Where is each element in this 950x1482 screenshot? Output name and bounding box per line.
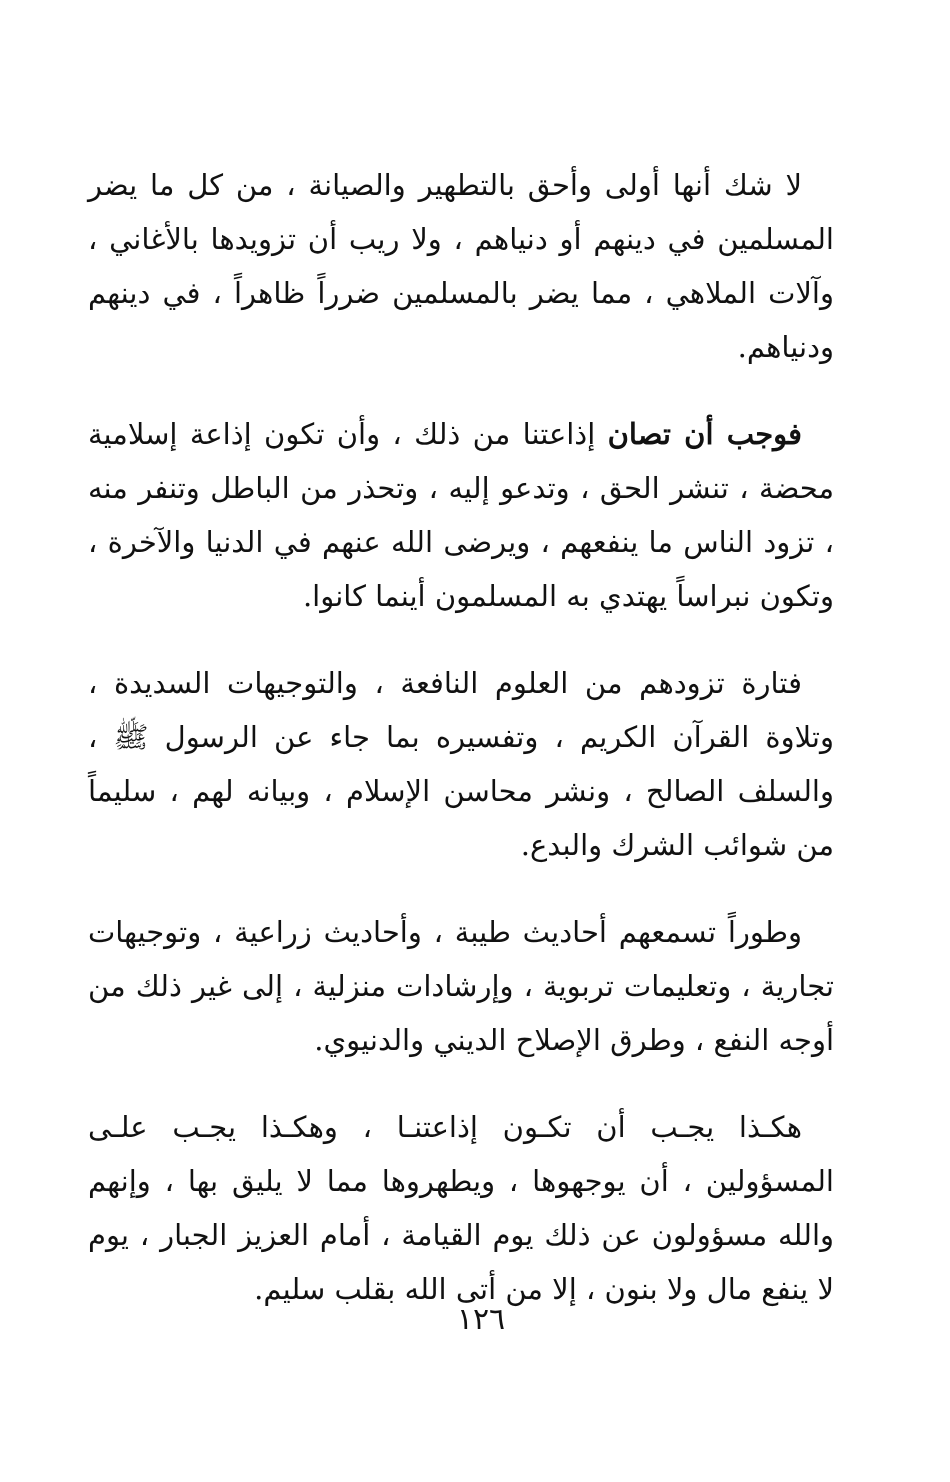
paragraph-2-text: إذاعتنا من ذلك ، وأن تكون إذاعة إسلامية محضة ، تنشر الحق ، وتدعو إليه ، وتحذر من الباطل وتنفر منه ، تزود الناس ما ينفعهم ، ويرضى الله عنهم في الدنيا والآخرة ، وتكون نبراساً يهتدي به المسلمون أينما كانوا. (88, 417, 834, 613)
paragraph-4-text: وطوراً تسمعهم أحاديث طيبة ، وأحاديث زراعية ، وتوجيهات تجارية ، وتعليمات تربوية ، وإرشادات منزلية ، إلى غير ذلك من أوجه النفع ، وطرق الإصلاح الديني والدنيوي. (88, 915, 834, 1057)
paragraph-2 (88, 407, 834, 623)
paragraph-5 (88, 1100, 834, 1316)
paragraph-1-text: لا شك أنها أولى وأحق بالتطهير والصيانة ، من كل ما يضر المسلمين في دينهم أو دنياهم ، ولا ريب أن تزويدها بالأغاني ، وآلات الملاهي ، مما يضر بالمسلمين ضرراً ظاهراً ، في دينهم ودنياهم. (88, 168, 834, 364)
paragraph-5-text: هكـذا يجـب أن تكـون إذاعتنـا ، وهكـذا يجـب علـى المسؤولين ، أن يوجهوها ، ويطهروها مما لا يليق بها ، وإنهم والله مسؤولون عن ذلك يوم القيامة ، أمام العزيز الجبار ، يوم لا ينفع مال ولا بنون ، إلا من أتى الله بقلب سليم. (88, 1110, 834, 1306)
paragraph-3 (88, 656, 834, 872)
paragraph-1 (88, 158, 834, 374)
page-body (88, 158, 834, 1349)
paragraph-4 (88, 905, 834, 1067)
paragraph-2-lead: فوجب أن تصان (607, 417, 802, 451)
paragraph-3-text: فتارة تزودهم من العلوم النافعة ، والتوجيهات السديدة ، وتلاوة القرآن الكريم ، وتفسيره بما جاء عن الرسول ﷺ ، والسلف الصالح ، ونشر محاسن الإسلام ، وبيانه لهم ، سليماً من شوائب الشرك والبدع. (88, 666, 835, 862)
page-number: ١٢٦ (456, 1302, 506, 1337)
